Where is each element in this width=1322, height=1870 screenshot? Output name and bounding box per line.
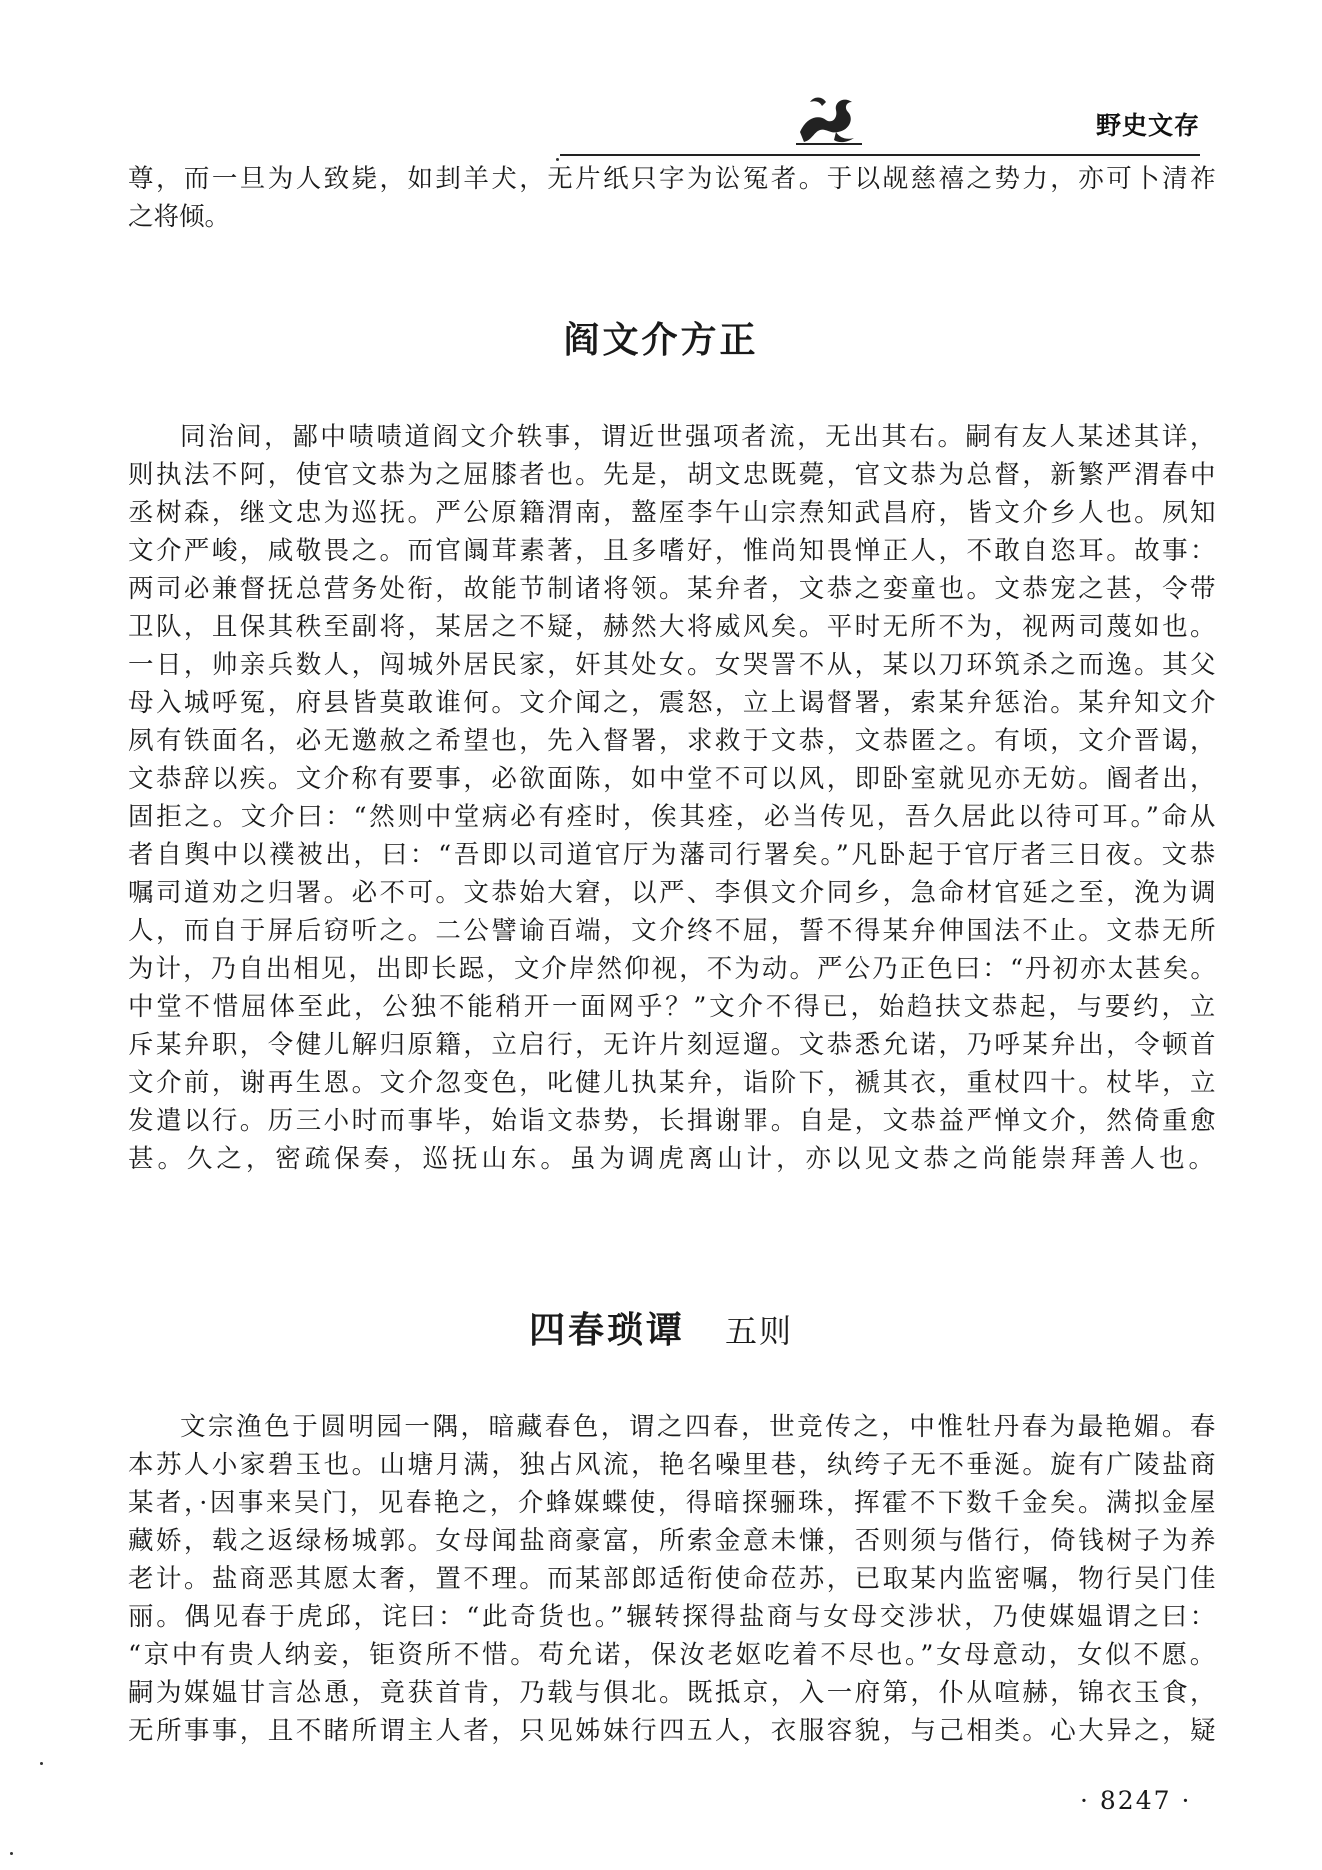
text-line: 两司必兼督抚总营务处衔，故能节制诸将领。某弁者，文恭之娈童也。文恭宠之甚，令带	[128, 574, 1218, 604]
text-line: 老计。盐商恶其愿太奢，置不理。而某部郎适衔使命莅苏，已取某内监密嘱，物行吴门佳	[128, 1564, 1218, 1594]
text-line: 母入城呼冤，府县皆莫敢谁何。文介闻之，震怒，立上谒督署，索某弁惩治。某弁知文介	[128, 688, 1218, 718]
text-line: 嗣为媒媪甘言怂恿，竟获首肯，乃载与俱北。既抵京，入一府第，仆从喧赫，锦衣玉食，	[128, 1678, 1218, 1708]
dragon-emblem-icon	[792, 88, 864, 152]
text-line: 中堂不惜屈体至此，公独不能稍开一面网乎？”文介不得已，始趋扶文恭起，与要约，立	[128, 992, 1218, 1022]
text-line: 某者，·因事来吴门，见春艳之，介蜂媒蝶使，得暗探骊珠，挥霍不下数千金矣。满拟金屋	[128, 1488, 1218, 1518]
page-number: · 8247 ·	[1080, 1786, 1192, 1815]
text-line: 斥某弁职，令健儿解归原籍，立启行，无许片刻逗遛。文恭悉允诺，乃呼某弁出，令顿首	[128, 1030, 1218, 1060]
text-line: 文介严峻，咸敬畏之。而官阘茸素著，且多嗜好，惟尚知畏惮正人，不敢自恣耳。故事：	[128, 536, 1218, 566]
article-body	[128, 1408, 1218, 1750]
text-line: 发遣以行。历三小时而事毕，始诣文恭势，长揖谢罪。自是，文恭益严惮文介，然倚重愈	[128, 1106, 1218, 1136]
article-title	[0, 312, 1322, 363]
text-line: 文恭辞以疾。文介称有要事，必欲面陈，如中堂不可以风，即卧室就见亦无妨。阍者出，	[128, 764, 1218, 794]
text-line: 嘱司道劝之归署。必不可。文恭始大窘，以严、李俱文介同乡，急命材官延之至，浼为调	[128, 878, 1218, 908]
text-line: 为计，乃自出相见，出即长跽，文介岸然仰视，不为动。严公乃正色曰：“丹初亦太甚矣。	[128, 954, 1218, 984]
text-line: 文介前，谢再生恩。文介忽变色，叱健儿执某弁，诣阶下，褫其衣，重杖四十。杖毕，立	[128, 1068, 1218, 1098]
text-line: 同治间，鄙中啧啧道阎文介轶事，谓近世强项者流，无出其右。嗣有友人某述其详，	[180, 422, 1218, 452]
article-title	[0, 1302, 1322, 1353]
text-line: 甚。久之，密疏保奏，巡抚山东。虽为调虎离山计，亦以见文恭之尚能崇拜善人也。	[128, 1144, 1218, 1174]
text-line: 文宗渔色于圆明园一隅，暗藏春色，谓之四春，世竞传之，中惟牡丹春为最艳媚。春	[180, 1412, 1218, 1442]
text-line: 固拒之。文介曰：“然则中堂病必有痊时，俟其痊，必当传见，吾久居此以待可耳。”命从	[128, 802, 1218, 832]
text-line: “京中有贵人纳妾，钜资所不惜。苟允诺，保汝老妪吃着不尽也。”女母意动，女似不愿。	[128, 1640, 1218, 1670]
article-body	[128, 418, 1218, 1178]
text-line: 丞树森，继文忠为巡抚。严公原籍渭南，盩厔李午山宗焘知武昌府，皆文介乡人也。夙知	[128, 498, 1218, 528]
scan-speck	[40, 1762, 43, 1765]
scan-speck	[10, 1852, 13, 1855]
text-line: 丽。偶见春于虎邱，诧曰：“此奇货也。”辗转探得盐商与女母交涉状，乃使媒媪谓之曰：	[128, 1602, 1218, 1632]
article-title-text: 阎文介方正	[563, 320, 759, 361]
text-line: 者自舆中以襆被出，曰：“吾即以司道官厅为藩司行署矣。”凡卧起于官厅者三日夜。文恭	[128, 840, 1218, 870]
header-rule	[560, 154, 1200, 156]
article-subtitle: 五则	[725, 1312, 794, 1350]
text-line: 本苏人小家碧玉也。山塘月满，独占风流，艳名噪里巷，纨绔子无不垂涎。旋有广陵盐商	[128, 1450, 1218, 1480]
text-line: 人，而自于屏后窃听之。二公譬谕百端，文介终不屈，誓不得某弁伸国法不止。文恭无所	[128, 916, 1218, 946]
text-line: 尊，而一旦为人致毙，如刲羊犬，无片纸只字为讼冤者。于以觇慈禧之势力，亦可卜清祚	[128, 164, 1218, 194]
text-line: 之将倾。	[128, 202, 231, 232]
text-line: 藏娇，载之返绿杨城郭。女母闻盐商豪富，所索金意未慊，否则须与偕行，倚钱树子为养	[128, 1526, 1218, 1556]
article-title-text: 四春琐谭	[528, 1310, 685, 1351]
text-line: 一日，帅亲兵数人，闯城外居民家，奸其处女。女哭詈不从，某以刀环筑杀之而逸。其父	[128, 650, 1218, 680]
text-line: 卫队，且保其秩至副将，某居之不疑，赫然大将威风矣。平时无所不为，视两司蔑如也。	[128, 612, 1218, 642]
continuation-paragraph	[128, 160, 1218, 236]
text-line: 夙有铁面名，必无邀赦之希望也，先入督署，求救于文恭，文恭匿之。有顷，文介晋谒，	[128, 726, 1218, 756]
text-line: 无所事事，且不睹所谓主人者，只见姊妹行四五人，衣服容貌，与己相类。心大异之，疑	[128, 1716, 1218, 1746]
scan-speck	[556, 158, 559, 161]
text-line: 则执法不阿，使官文恭为之屈膝者也。先是，胡文忠既薨，官文恭为总督，新繁严渭春中	[128, 460, 1218, 490]
series-title: 野史文存	[1095, 111, 1200, 140]
running-header	[560, 88, 1200, 160]
